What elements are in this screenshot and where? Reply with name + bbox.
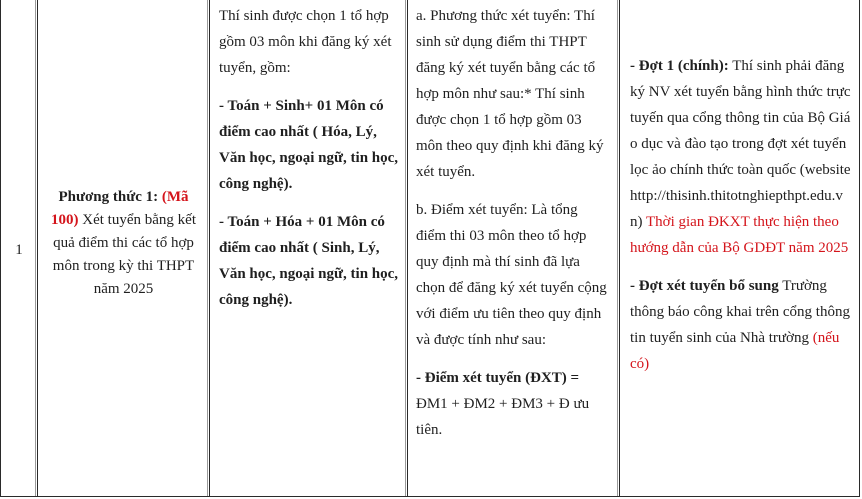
method-cell	[38, 0, 210, 496]
round-1-label: - Đợt 1 (chính):	[630, 58, 729, 74]
formula-label: - Điểm xét tuyển (ĐXT) =	[416, 370, 580, 386]
method-desc: Xét tuyển bằng kết quả điểm thi các tổ hợp môn trong kỳ thi THPT năm 2025	[52, 212, 196, 297]
round-2-text: Trường thông báo công khai trên cổng thông tin tuyển sinh của Nhà trường	[630, 278, 850, 346]
schedule-cell	[620, 0, 860, 496]
round-1-text: Thí sinh phải đăng ký NV xét tuyển bằng hình thức trực tuyến qua cổng thông tin của Bộ Giáo dục và đào tạo trong đợt xét tuyển lọc ảo chính thức toàn quốc (website http://thisinh.thitotnghiepthpt.edu.vn)	[630, 58, 851, 230]
criteria-cell	[408, 0, 620, 496]
combo-item-2: - Toán + Hóa + 01 Môn có điểm cao nhất ( Sinh, Lý, Văn học, ngoại ngữ, tin học, công nghệ).	[219, 214, 399, 308]
row-number: 1	[15, 242, 23, 258]
formula-terms: ĐM1 + ĐM2 + ĐM3 + Đ ưu tiên.	[416, 396, 590, 438]
formula	[416, 365, 611, 443]
round-1-time: Thời gian ĐKXT thực hiện theo hướng dẫn của Bộ GDĐT năm 2025	[630, 214, 849, 256]
method-label: Phương thức 1:	[58, 189, 159, 205]
schedule-text	[630, 53, 854, 377]
method-text	[46, 186, 201, 301]
criteria-text	[416, 3, 611, 443]
round-2-note: (nếu có)	[630, 330, 840, 372]
combos-text	[219, 3, 401, 313]
combos-cell	[210, 0, 408, 496]
round-1	[630, 53, 854, 261]
combo-item-1: - Toán + Sinh+ 01 Môn có điểm cao nhất ( Hóa, Lý, Văn học, ngoại ngữ, tin học, công nghệ).	[219, 98, 399, 192]
round-2-label: - Đợt xét tuyển bổ sung	[630, 278, 779, 294]
round-2	[630, 273, 854, 377]
combos-intro: Thí sinh được chọn 1 tổ hợp gồm 03 môn khi đăng ký xét tuyển, gồm:	[219, 8, 392, 76]
criteria-a: a. Phương thức xét tuyển: Thí sinh sử dụng điểm thi THPT đăng ký xét tuyển bằng các tổ hợp môn như sau:* Thí sinh được chọn 1 tổ hợp gồm 03 môn theo quy định khi đăng ký xét tuyển.	[416, 8, 604, 180]
criteria-b: b. Điểm xét tuyển: Là tổng điểm thi 03 môn theo tổ hợp quy định mà thí sinh đã lựa chọn để đăng ký xét tuyển cộng với điểm ưu tiên theo quy định và được tính như sau:	[416, 202, 607, 348]
method-code: (Mã 100)	[51, 189, 189, 228]
stt-cell	[1, 0, 38, 496]
